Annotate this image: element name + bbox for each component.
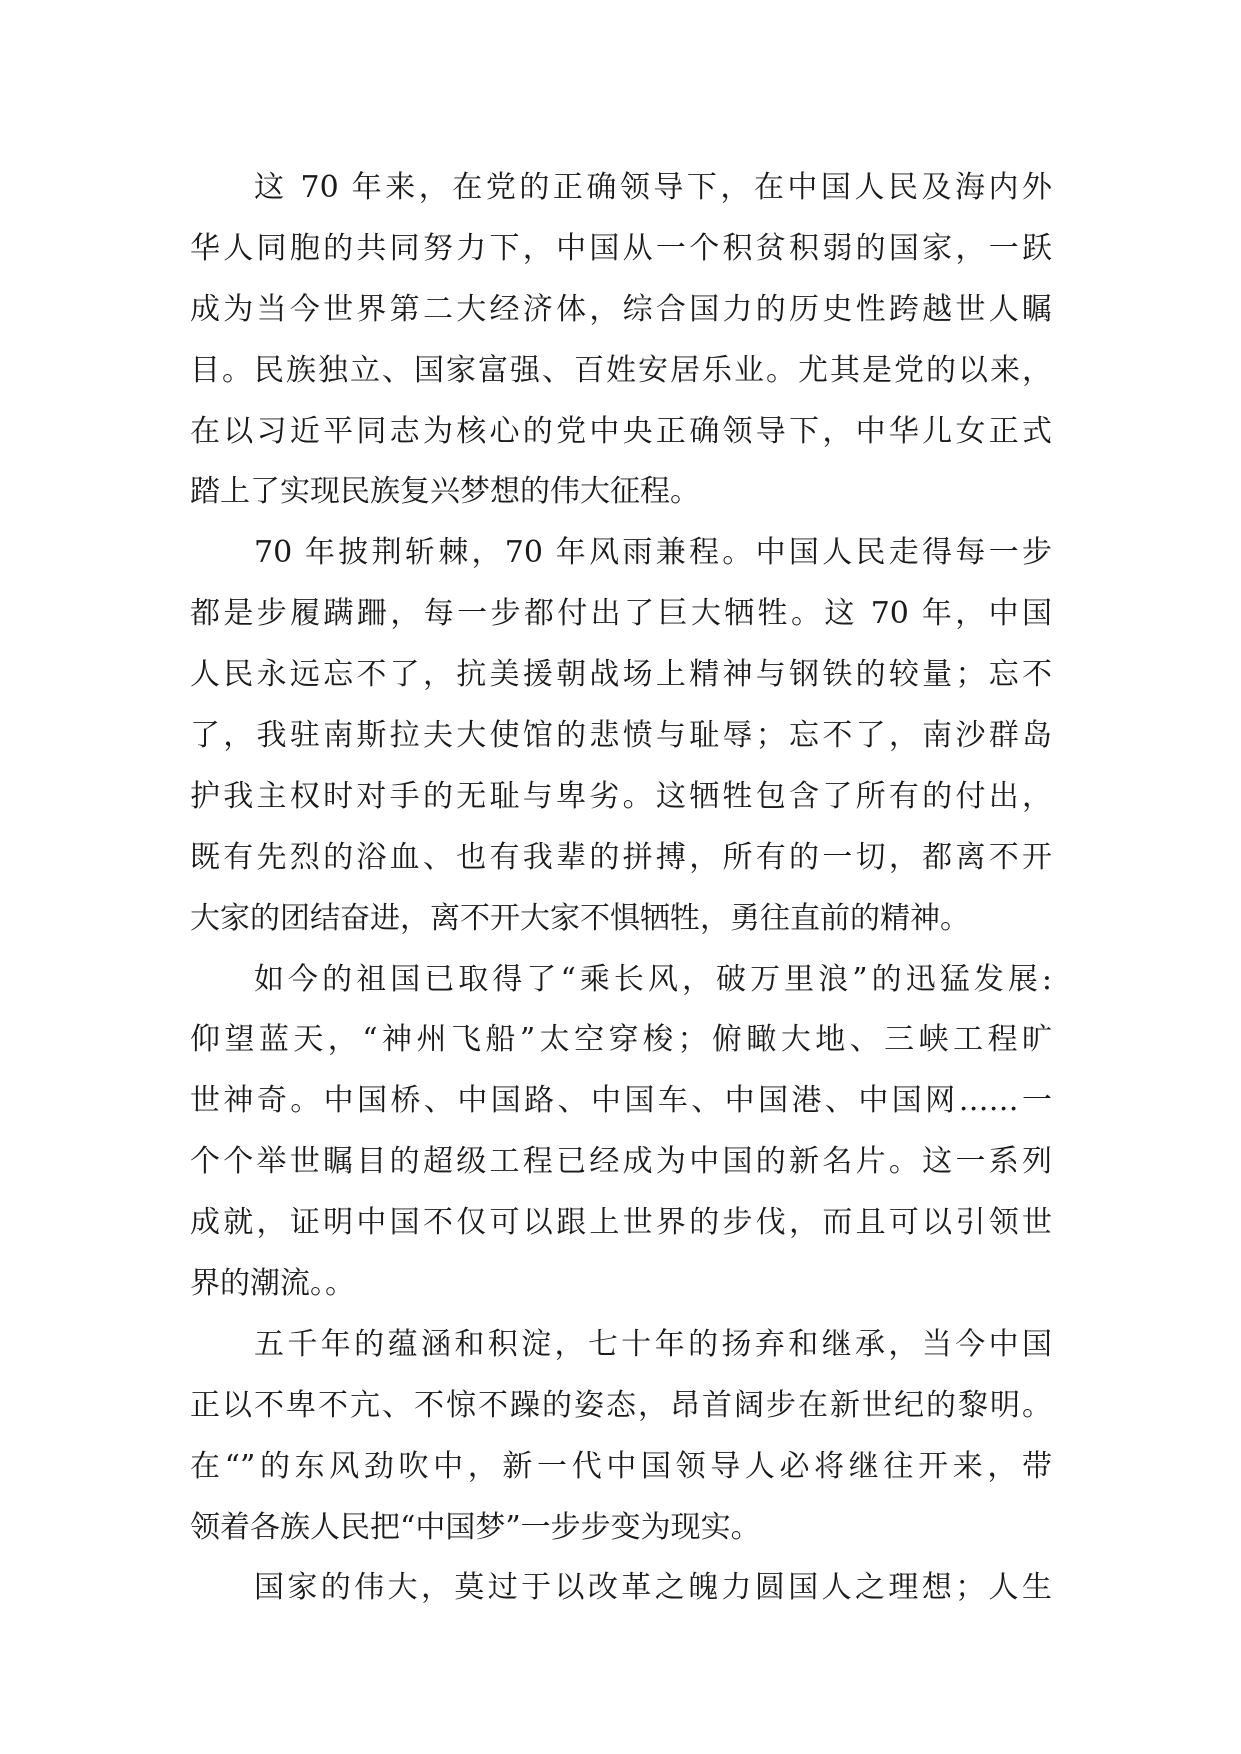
text-line: 踏上了实现民族复兴梦想的伟大征程。 [190, 474, 700, 510]
text-line: 人民永远忘不了，抗美援朝战场上精神与钢铁的较量；忘不 [190, 657, 1052, 693]
text-line: 领着各族人民把“中国梦”一步步变为现实。 [190, 1509, 761, 1545]
text-line: 目。民族独立、国家富强、百姓安居乐业。尤其是党的以来， [190, 352, 1052, 388]
text-line: 了，我驻南斯拉夫大使馆的悲愤与耻辱；忘不了，南沙群岛 [190, 718, 1052, 754]
text-line: 五千年的蕴涵和积淀，七十年的扬弃和继承，当今中国 [254, 1326, 1052, 1362]
document-body [190, 158, 1052, 1619]
text-line: 华人同胞的共同努力下，中国从一个积贫积弱的国家，一跃 [190, 230, 1052, 266]
text-line: 既有先烈的浴血、也有我辈的拼搏，所有的一切，都离不开 [190, 839, 1052, 875]
text-line: 大家的团结奋进，离不开大家不惧牺牲，勇往直前的精神。 [190, 900, 970, 936]
text-line: 正以不卑不亢、不惊不躁的姿态，昂首阔步在新世纪的黎明。 [190, 1387, 1052, 1423]
text-line: 仰望蓝天，“神州飞船”太空穿梭；俯瞰大地、三峡工程旷 [190, 1022, 1052, 1058]
text-line: 都是步履蹒跚，每一步都付出了巨大牺牲。这 70 年，中国 [190, 596, 1052, 632]
text-line: 如今的祖国已取得了“乘长风，破万里浪”的迅猛发展: [254, 961, 1052, 997]
text-line: 个个举世瞩目的超级工程已经成为中国的新名片。这一系列 [190, 1144, 1052, 1180]
text-line: 70 年披荆斩棘，70 年风雨兼程。中国人民走得每一步 [254, 535, 1052, 571]
text-line: 成为当今世界第二大经济体，综合国力的历史性跨越世人瞩 [190, 291, 1052, 327]
text-line: 界的潮流。。 [190, 1266, 355, 1302]
text-line: 国家的伟大，莫过于以改革之魄力圆国人之理想；人生 [254, 1570, 1052, 1606]
text-line: 护我主权时对手的无耻与卑劣。这牺牲包含了所有的付出， [190, 778, 1052, 814]
text-line: 成就，证明中国不仅可以跟上世界的步伐，而且可以引领世 [190, 1205, 1052, 1241]
text-line: 在“”的东风劲吹中，新一代中国领导人必将继往开来，带 [190, 1448, 1052, 1484]
text-line: 这 70 年来，在党的正确领导下，在中国人民及海内外 [254, 170, 1052, 205]
text-line: 在以习近平同志为核心的党中央正确领导下，中华儿女正式 [190, 413, 1052, 449]
text-line: 世神奇。中国桥、中国路、中国车、中国港、中国网……一 [190, 1083, 1052, 1119]
